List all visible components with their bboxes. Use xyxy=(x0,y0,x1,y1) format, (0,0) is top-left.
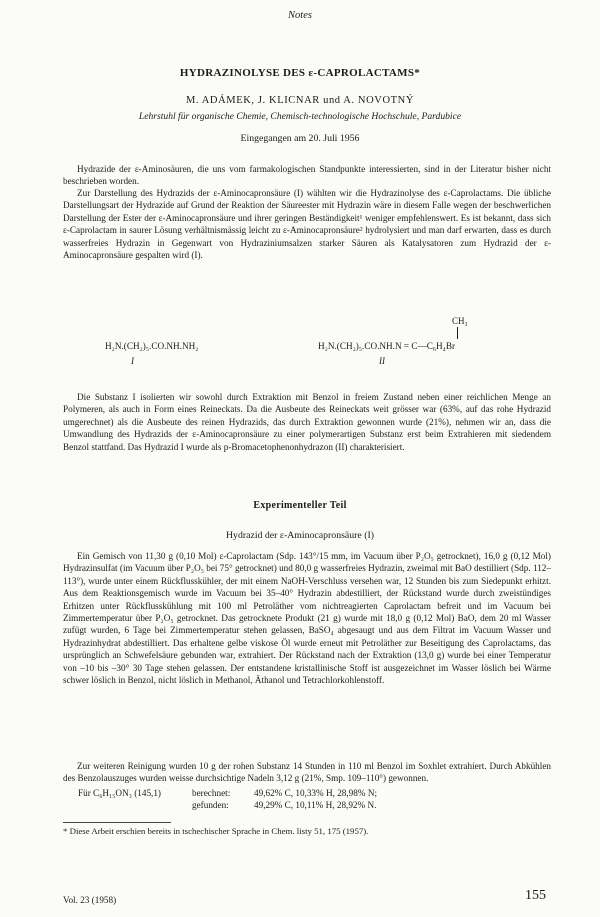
intro-paragraph-2: Zur Darstellung des Hydrazids der ε-Aminocapronsäure (I) wählten wir die Hydrazinolyse des ε-Caprolactams. Die übliche Darstellungsart der Hydrazide auf Grund der Reaktion der Säureester mit Hydrazin wäre in diesem Falle wegen der beschwerlichen Darstellung der Ester der ε-Aminocapronsäure und ihrer geringen Beständigkeit¹ weniger empfehlenswert. Es ist bekannt, dass sich ε-Caprolactam in saurer Lösung verhältnismässig leicht zu ε-Aminocapronsäure² hydrolysiert und man darf erwarten, dass es durch wasserfreies Hydrazin in Gegenwart von Hydraziniumsalzen starker Säuren als Katalysatoren zum Hydrazid der ε-Aminocapronsäure gespalten wird (I). xyxy=(63,188,551,261)
analysis-formula: Für C₆H₁₅ON₃ (145,1) xyxy=(78,788,161,798)
analysis-found-row xyxy=(78,799,548,811)
running-header: Notes xyxy=(288,10,312,21)
experimental-paragraph-2: Zur weiteren Reinigung wurden 10 g der rohen Substanz 14 Stunden in 110 ml Benzol im Soxhlet extrahiert. Durch Abkühlen des Benzolauszuges wurden weisse durchsichtige Nadeln 3,12 g (21%, Smp. 109–110°) gewonnen. xyxy=(63,761,551,784)
experimental-paragraph-1: Ein Gemisch von 11,30 g (0,10 Mol) ε-Caprolactam (Sdp. 143°/15 mm, im Vacuum über P₂O₅ getrocknet), 16,0 g (0,12 Mol) Hydrazinsulfat (im Vacuum über P₂O₅ bei 75° getrocknet) und 80,0 g wasserfreies Hydrazin, zweimal mit BaO destilliert (Sdp. 112–113°), wurde unter einem Rückflusskühler, der mit einem NaOH-Verschluss versehen war, 12 Stunden bis zum Siedepunkt erhitzt. Aus dem Reaktionsgemisch wurde im Vacuum bei 35–40° Hydrazin abdestilliert, der Rückstand wurde durch zweistündiges Erhitzen unter Rückflusskühlung mit 100 ml Petroläther vom nichtreagierten Caprolactam befreit und im Vacuum bei Zimmertemperatur über P₂O₅ getrocknet. Das getrocknete Produkt (21 g) wurde mit 18,0 g (0,12 Mol) BaO, dem 20 ml Wasser zufügt wurden, 6 Tage bei Zimmertemperatur stehen gelassen, BaSO₄ abgesaugt und aus dem Filtrat im Vacuum Wasser und Hydrazinhydrat abdestilliert. Das erhaltene gelbe viskose Öl wurde erneut mit Petroläther zur Beseitigung des Caprolactams, das ursprünglich an Schwefelsäure gebunden war, extrahiert. Der Rückstand nach der Extraktion (13,0 g) wurde bei einer Temperatur von –10 bis –30° 30 Tage stehen gelassen. Der entstandene kristallinische Stoff ist ausgezeichnet im Wasser löslich bei Wärme schwer löslich in Benzol, nicht löslich in Methanol, Äthanol und Tetrachlorkohlenstoff. xyxy=(63,551,551,686)
authors: M. ADÁMEK, J. KLICNAR und A. NOVOTNÝ xyxy=(185,95,415,106)
formula-2-label: II xyxy=(379,356,385,366)
calculated-label: berechnet: xyxy=(192,788,231,798)
formula-1: H₂N.(CH₂)₅.CO.NH.NH₂ xyxy=(105,341,199,351)
intro-paragraph-1: Hydrazide der ε-Aminosäuren, die uns vom farmakologischen Standpunkte interessierten, sind in der Literatur bisher nicht beschrieben worden. xyxy=(63,164,551,187)
analysis-calculated-row xyxy=(78,787,548,799)
found-values: 49,29% C, 10,11% H, 28,92% N. xyxy=(254,800,377,811)
page-number: 155 xyxy=(525,888,546,903)
discussion-paragraph: Die Substanz I isolierten wir sowohl durch Extraktion mit Benzol in freiem Zustand neben einer reichlichen Menge an Polymeren, als auch in Form eines Reineckats. Da die Ausbeute des Reineckats weit grösser war (63%, auf das rohe Hydrazid umgerechnet) als die Ausbeute des reinen Hydrazids, das durch Extraktion gewonnen wurde (21%), nehmen wir an, dass die Umwandlung des Hydrazids der ε-Aminocapronsäure zu einer polymerartigen Substanz erst beim Extrahieren mit siedendem Benzol stattfand. Das Hydrazid I wurde als p-Bromacetophenonhydrazon (II) charakterisiert. xyxy=(63,392,551,452)
elemental-analysis xyxy=(78,787,548,812)
journal-volume: Vol. 23 (1958) xyxy=(63,895,117,905)
subsection-title: Hydrazid der ε-Aminocapronsäure (I) xyxy=(225,530,374,541)
article-title: HYDRAZINOLYSE DES ε-CAPROLACTAMS* xyxy=(179,67,421,79)
received-date: Eingegangen am 20. Juli 1956 xyxy=(240,133,360,144)
section-title: Experimenteller Teil xyxy=(253,500,347,511)
affiliation: Lehrstuhl für organische Chemie, Chemisch-technologische Hochschule, Pardubice xyxy=(138,111,462,122)
formula-2-methyl: CH₃ xyxy=(452,316,468,326)
formula-2-bond xyxy=(457,327,458,339)
calculated-values: 49,62% C, 10,33% H, 28,98% N; xyxy=(254,788,378,798)
found-label: gefunden: xyxy=(192,800,229,811)
formula-2: H₂N.(CH₂)₅.CO.NH.N = C—C₆H₄Br xyxy=(318,341,456,351)
footnote: * Diese Arbeit erschien bereits in tschechischer Sprache in Chem. listy 51, 175 (1957). xyxy=(63,826,369,836)
formula-1-label: I xyxy=(131,356,134,366)
footnote-rule xyxy=(63,822,171,823)
